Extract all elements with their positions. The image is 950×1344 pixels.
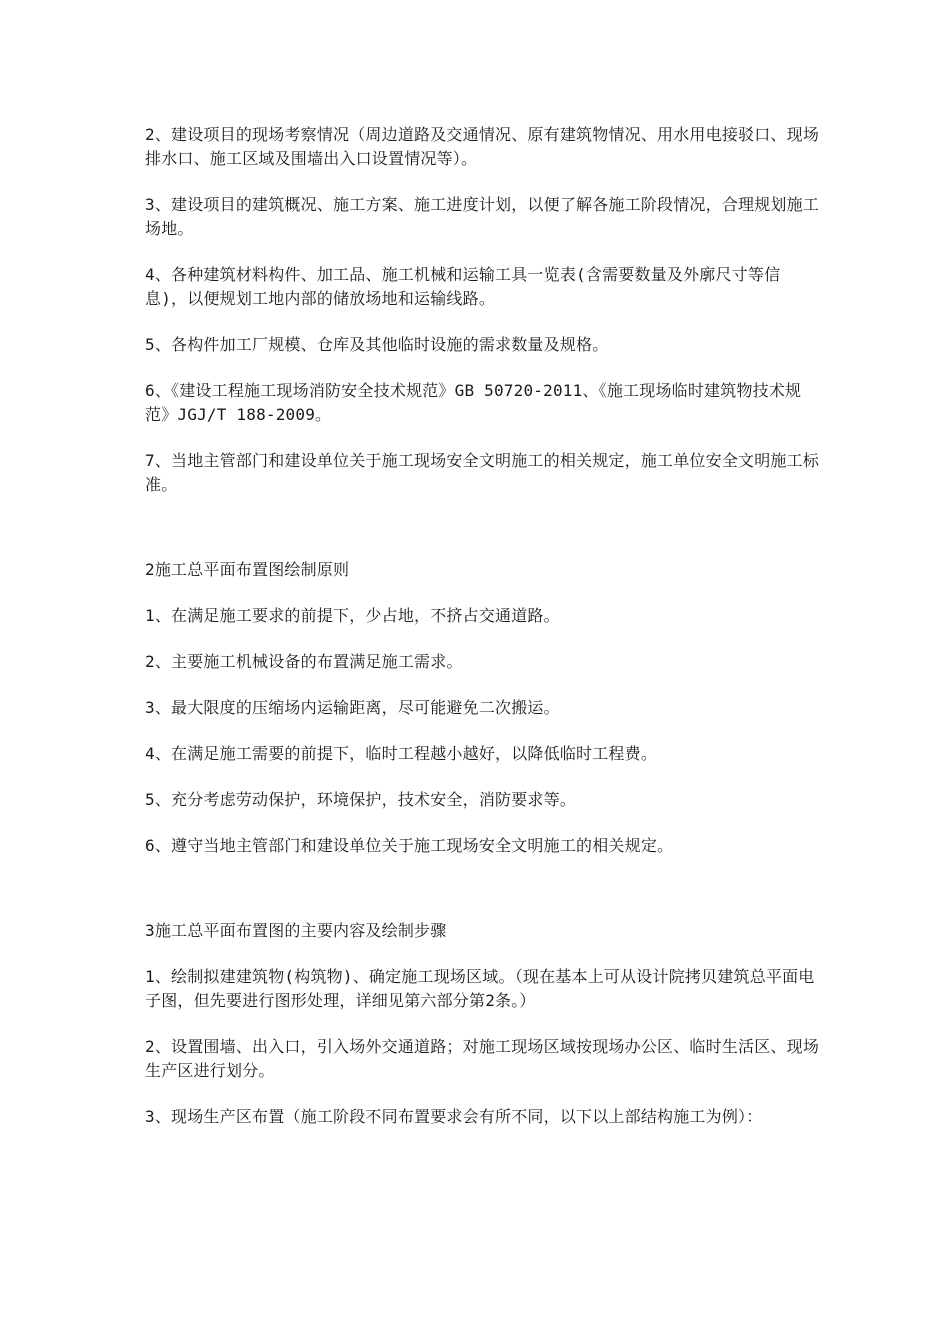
basis-item-4: 4、各种建筑材料构件、加工品、施工机械和运输工具一览表(含需要数量及外廓尺寸等信息)，以便规划工地内部的储放场地和运输线路。 bbox=[145, 265, 781, 308]
basis-item-7: 7、当地主管部门和建设单位关于施工现场安全文明施工的相关规定，施工单位安全文明施工标准。 bbox=[145, 451, 820, 494]
principle-item-4: 4、在满足施工需要的前提下，临时工程越小越好，以降低临时工程费。 bbox=[145, 744, 658, 763]
document-body bbox=[145, 123, 820, 1151]
basis-item-6: 6、《建设工程施工现场消防安全技术规范》GB 50720-2011、《施工现场临时建筑物技术规范》JGJ/T 188-2009。 bbox=[145, 381, 802, 424]
section-2-title: 2施工总平面布置图绘制原则 bbox=[145, 560, 350, 579]
principle-item-2: 2、主要施工机械设备的布置满足施工需求。 bbox=[145, 652, 463, 671]
principle-item-5: 5、充分考虑劳动保护，环境保护，技术安全，消防要求等。 bbox=[145, 790, 577, 809]
basis-item-3: 3、建设项目的建筑概况、施工方案、施工进度计划，以便了解各施工阶段情况，合理规划施工场地。 bbox=[145, 195, 820, 238]
step-item-1: 1、绘制拟建建筑物(构筑物)、确定施工现场区域。（现在基本上可从设计院拷贝建筑总平面电子图，但先要进行图形处理，详细见第六部分第2条。） bbox=[145, 967, 815, 1010]
step-item-3: 3、现场生产区布置（施工阶段不同布置要求会有所不同，以下以上部结构施工为例）： bbox=[145, 1107, 763, 1126]
principle-item-6: 6、遵守当地主管部门和建设单位关于施工现场安全文明施工的相关规定。 bbox=[145, 836, 674, 855]
basis-item-5: 5、各构件加工厂规模、仓库及其他临时设施的需求数量及规格。 bbox=[145, 335, 609, 354]
step-item-2: 2、设置围墙、出入口，引入场外交通道路；对施工现场区域按现场办公区、临时生活区、现场生产区进行划分。 bbox=[145, 1037, 820, 1080]
basis-item-2: 2、建设项目的现场考察情况（周边道路及交通情况、原有建筑物情况、用水用电接驳口、现场排水口、施工区域及围墙出入口设置情况等）。 bbox=[145, 125, 820, 168]
principle-item-1: 1、在满足施工要求的前提下，少占地，不挤占交通道路。 bbox=[145, 606, 560, 625]
principle-item-3: 3、最大限度的压缩场内运输距离，尽可能避免二次搬运。 bbox=[145, 698, 560, 717]
section-3-title: 3施工总平面布置图的主要内容及绘制步骤 bbox=[145, 921, 447, 940]
